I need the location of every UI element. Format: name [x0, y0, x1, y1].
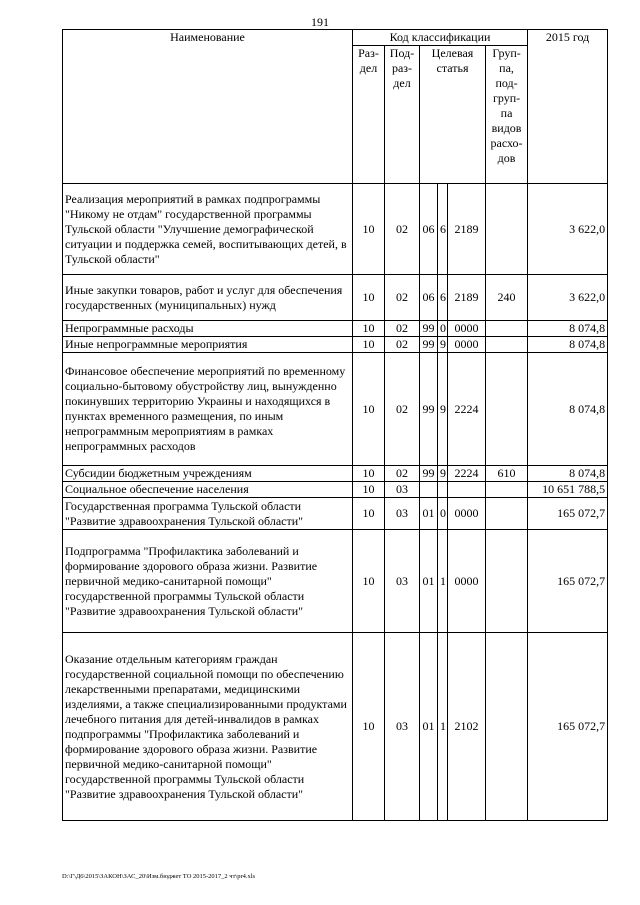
- row-razdel: 10: [353, 498, 385, 530]
- row-target-subprogram: 9: [438, 353, 448, 466]
- row-name: Социальное обеспечение населения: [63, 482, 353, 498]
- row-podrazdel: 03: [385, 498, 420, 530]
- row-podrazdel: 02: [385, 466, 420, 482]
- row-expense-group: 610: [486, 466, 528, 482]
- row-target-direction: 2102: [448, 633, 486, 821]
- row-amount: 3 622,0: [528, 275, 608, 321]
- table-row: [63, 498, 608, 530]
- row-expense-group: [486, 337, 528, 353]
- row-podrazdel: 02: [385, 184, 420, 275]
- row-amount: 10 651 788,5: [528, 482, 608, 498]
- row-razdel: 10: [353, 275, 385, 321]
- row-amount: 165 072,7: [528, 498, 608, 530]
- row-target-subprogram: 6: [438, 275, 448, 321]
- table-row: [63, 466, 608, 482]
- row-podrazdel: 02: [385, 275, 420, 321]
- row-expense-group: [486, 321, 528, 337]
- row-razdel: 10: [353, 466, 385, 482]
- header-target: Целевая статья: [420, 46, 486, 184]
- row-podrazdel: 02: [385, 353, 420, 466]
- row-target-program: 99: [420, 466, 438, 482]
- row-target-direction: [448, 482, 486, 498]
- row-target-direction: 0000: [448, 337, 486, 353]
- row-amount: 8 074,8: [528, 321, 608, 337]
- row-target-program: 01: [420, 530, 438, 633]
- row-name: Оказание отдельным категориям граждан государственной социальной помощи по обеспечению лекарственными препаратами, медицинскими изделиями, а также специализированными продуктами лечебного питания для детей-инвалидов в рамках подпрограммы "Профилактика заболеваний и формирование здорового образа жизни. Развитие первичной медико-санитарной помощи" государственной программы Тульской области "Развитие здравоохранения Тульской области": [63, 633, 353, 821]
- header-name: Наименование: [63, 30, 353, 184]
- page-number: 191: [311, 15, 329, 29]
- row-expense-group: [486, 184, 528, 275]
- row-razdel: 10: [353, 337, 385, 353]
- table-row: [63, 530, 608, 633]
- row-name: Субсидии бюджетным учреждениям: [63, 466, 353, 482]
- row-amount: 165 072,7: [528, 633, 608, 821]
- row-name: Реализация мероприятий в рамках подпрограммы "Никому не отдам" государственной программы Тульской области "Улучшение демографической ситуации и поддержка семей, воспитывающих детей, в Тульской области": [63, 184, 353, 275]
- footer-file-path: D:\Г\Д6\2015\ЗАКОН\ЗАС_20\Изм.бюджет ТО 2015-2017_2 чт\pr4.xls: [62, 873, 256, 880]
- header-razdel: Раз-дел: [353, 46, 385, 184]
- row-target-subprogram: [438, 482, 448, 498]
- row-target-direction: 2224: [448, 353, 486, 466]
- row-name: Иные непрограммные мероприятия: [63, 337, 353, 353]
- row-name: Государственная программа Тульской области "Развитие здравоохранения Тульской области": [63, 498, 353, 530]
- row-target-subprogram: 9: [438, 337, 448, 353]
- row-target-subprogram: 1: [438, 633, 448, 821]
- row-target-program: 06: [420, 184, 438, 275]
- table-body: [63, 184, 608, 821]
- row-name: Подпрограмма "Профилактика заболеваний и формирование здорового образа жизни. Развитие первичной медико-санитарной помощи" государственной программы Тульской области "Развитие здравоохранения Тульской области": [63, 530, 353, 633]
- row-target-program: [420, 482, 438, 498]
- row-podrazdel: 03: [385, 530, 420, 633]
- header-year: 2015 год: [528, 30, 608, 184]
- row-razdel: 10: [353, 184, 385, 275]
- row-target-subprogram: 0: [438, 498, 448, 530]
- row-target-subprogram: 1: [438, 530, 448, 633]
- row-name: Финансовое обеспечение мероприятий по временному социально-бытовому обустройству лиц, вынужденно покинувших территорию Украины и находящихся в пунктах временного размещения, по иным непрограммным мероприятиям в рамках непрограммных расходов: [63, 353, 353, 466]
- row-expense-group: [486, 498, 528, 530]
- row-razdel: 10: [353, 633, 385, 821]
- header-classification: Код классификации: [353, 30, 528, 46]
- row-razdel: 10: [353, 353, 385, 466]
- row-target-direction: 0000: [448, 321, 486, 337]
- row-name: Непрограммные расходы: [63, 321, 353, 337]
- header-podrazdel: Под-раз-дел: [385, 46, 420, 184]
- row-target-program: 99: [420, 321, 438, 337]
- table-row: [63, 337, 608, 353]
- row-amount: 8 074,8: [528, 466, 608, 482]
- row-amount: 3 622,0: [528, 184, 608, 275]
- row-target-subprogram: 6: [438, 184, 448, 275]
- table-row: [63, 633, 608, 821]
- row-expense-group: [486, 353, 528, 466]
- row-expense-group: [486, 482, 528, 498]
- row-razdel: 10: [353, 482, 385, 498]
- row-target-direction: 0000: [448, 498, 486, 530]
- row-razdel: 10: [353, 321, 385, 337]
- row-podrazdel: 02: [385, 337, 420, 353]
- row-target-subprogram: 0: [438, 321, 448, 337]
- row-expense-group: 240: [486, 275, 528, 321]
- row-target-program: 01: [420, 498, 438, 530]
- row-razdel: 10: [353, 530, 385, 633]
- row-target-direction: 2224: [448, 466, 486, 482]
- budget-table: [62, 29, 608, 821]
- row-target-subprogram: 9: [438, 466, 448, 482]
- row-expense-group: [486, 530, 528, 633]
- row-amount: 8 074,8: [528, 337, 608, 353]
- row-target-program: 01: [420, 633, 438, 821]
- table-row: [63, 184, 608, 275]
- table-row: [63, 275, 608, 321]
- row-amount: 165 072,7: [528, 530, 608, 633]
- header-group: Груп-па, под-груп-па видов расхо-дов: [486, 46, 528, 184]
- row-podrazdel: 03: [385, 633, 420, 821]
- row-target-direction: 2189: [448, 275, 486, 321]
- table-row: [63, 353, 608, 466]
- row-expense-group: [486, 633, 528, 821]
- table-row: [63, 321, 608, 337]
- row-target-direction: 0000: [448, 530, 486, 633]
- row-amount: 8 074,8: [528, 353, 608, 466]
- row-podrazdel: 02: [385, 321, 420, 337]
- row-podrazdel: 03: [385, 482, 420, 498]
- row-target-program: 99: [420, 353, 438, 466]
- table-row: [63, 482, 608, 498]
- row-target-program: 06: [420, 275, 438, 321]
- row-target-direction: 2189: [448, 184, 486, 275]
- row-name: Иные закупки товаров, работ и услуг для обеспечения государственных (муниципальных) нужд: [63, 275, 353, 321]
- row-target-program: 99: [420, 337, 438, 353]
